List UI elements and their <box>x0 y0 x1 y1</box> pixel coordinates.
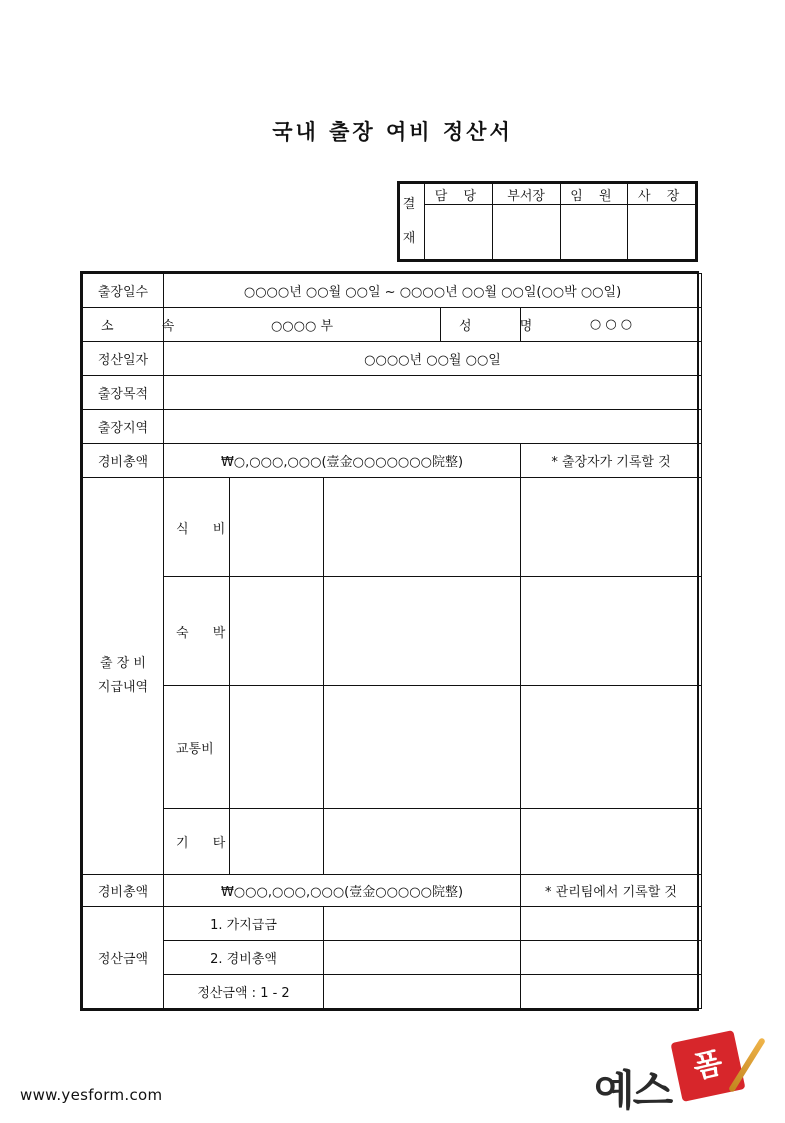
purpose-label: 출장목적 <box>83 376 164 410</box>
name-value[interactable]: ○ ○ ○ <box>521 308 702 342</box>
dept-value[interactable]: ○○○○ 부 <box>164 308 441 342</box>
logo-stamp: 폼 <box>670 1030 745 1102</box>
settle-label: 정산금액 <box>83 907 164 1009</box>
payment-item-lodging: 숙 박 <box>164 577 230 686</box>
settle-amount-cell-1[interactable] <box>324 975 521 1009</box>
region-value[interactable] <box>164 410 702 444</box>
lodging-cell-1[interactable] <box>230 577 324 686</box>
settle-total-cell-2[interactable] <box>521 941 702 975</box>
approval-sign-2[interactable] <box>492 205 560 260</box>
approval-side-top: 결 <box>402 196 422 212</box>
approval-col-1: 담 당 <box>425 184 493 205</box>
name-label: 성 명 <box>441 308 521 342</box>
total1-value[interactable]: ₩○,○○○,○○○(壹金○○○○○○○院整) <box>164 444 521 478</box>
total2-value[interactable]: ₩○○○,○○○,○○○(壹金○○○○○院整) <box>164 875 521 907</box>
settle-date-value[interactable]: ○○○○년 ○○월 ○○일 <box>164 342 702 376</box>
dept-label: 소 속 <box>83 308 164 342</box>
yesform-logo <box>594 1028 774 1115</box>
other-cell-1[interactable] <box>230 809 324 875</box>
approval-side-label <box>400 184 425 260</box>
transport-cell-2[interactable] <box>324 686 521 809</box>
approval-col-3: 임 원 <box>560 184 628 205</box>
approval-side-bottom: 재 <box>402 230 422 246</box>
other-cell-2[interactable] <box>324 809 521 875</box>
settle-total-cell-1[interactable] <box>324 941 521 975</box>
footer-url[interactable]: www.yesform.com <box>20 1086 163 1104</box>
lodging-cell-3[interactable] <box>521 577 702 686</box>
document-title: 국내 출장 여비 정산서 <box>272 120 513 144</box>
settle-amount-cell-2[interactable] <box>521 975 702 1009</box>
approval-sign-3[interactable] <box>560 205 628 260</box>
transport-cell-1[interactable] <box>230 686 324 809</box>
payment-item-transport: 교통비 <box>164 686 230 809</box>
advance-cell-2[interactable] <box>521 907 702 941</box>
region-label: 출장지역 <box>83 410 164 444</box>
total1-note: * 출장자가 기록할 것 <box>521 444 702 478</box>
payment-item-other: 기 타 <box>164 809 230 875</box>
meals-cell-3[interactable] <box>521 478 702 577</box>
settle-item-amount: 정산금액 : 1 - 2 <box>164 975 324 1009</box>
total1-label: 경비총액 <box>83 444 164 478</box>
approval-sign-1[interactable] <box>425 205 493 260</box>
transport-cell-3[interactable] <box>521 686 702 809</box>
settle-item-advance: 1. 가지급금 <box>164 907 324 941</box>
purpose-value[interactable] <box>164 376 702 410</box>
advance-cell-1[interactable] <box>324 907 521 941</box>
approval-sign-4[interactable] <box>628 205 696 260</box>
payment-label <box>83 478 164 875</box>
settle-date-label: 정산일자 <box>83 342 164 376</box>
approval-col-2: 부서장 <box>492 184 560 205</box>
approval-box <box>397 181 698 262</box>
logo-text: 예스 <box>594 1066 672 1115</box>
expense-form <box>80 271 699 1011</box>
other-cell-3[interactable] <box>521 809 702 875</box>
total2-label: 경비총액 <box>83 875 164 907</box>
payment-label-line2: 지급내역 <box>97 680 149 695</box>
payment-item-meals: 식 비 <box>164 478 230 577</box>
lodging-cell-2[interactable] <box>324 577 521 686</box>
period-label: 출장일수 <box>83 274 164 308</box>
meals-cell-2[interactable] <box>324 478 521 577</box>
payment-label-line1: 출 장 비 <box>100 656 146 671</box>
total2-note: * 관리팀에서 기록할 것 <box>521 875 702 907</box>
approval-col-4: 사 장 <box>628 184 696 205</box>
settle-item-total: 2. 경비총액 <box>164 941 324 975</box>
meals-cell-1[interactable] <box>230 478 324 577</box>
period-value[interactable]: ○○○○년 ○○월 ○○일 ~ ○○○○년 ○○월 ○○일(○○박 ○○일) <box>164 274 702 308</box>
